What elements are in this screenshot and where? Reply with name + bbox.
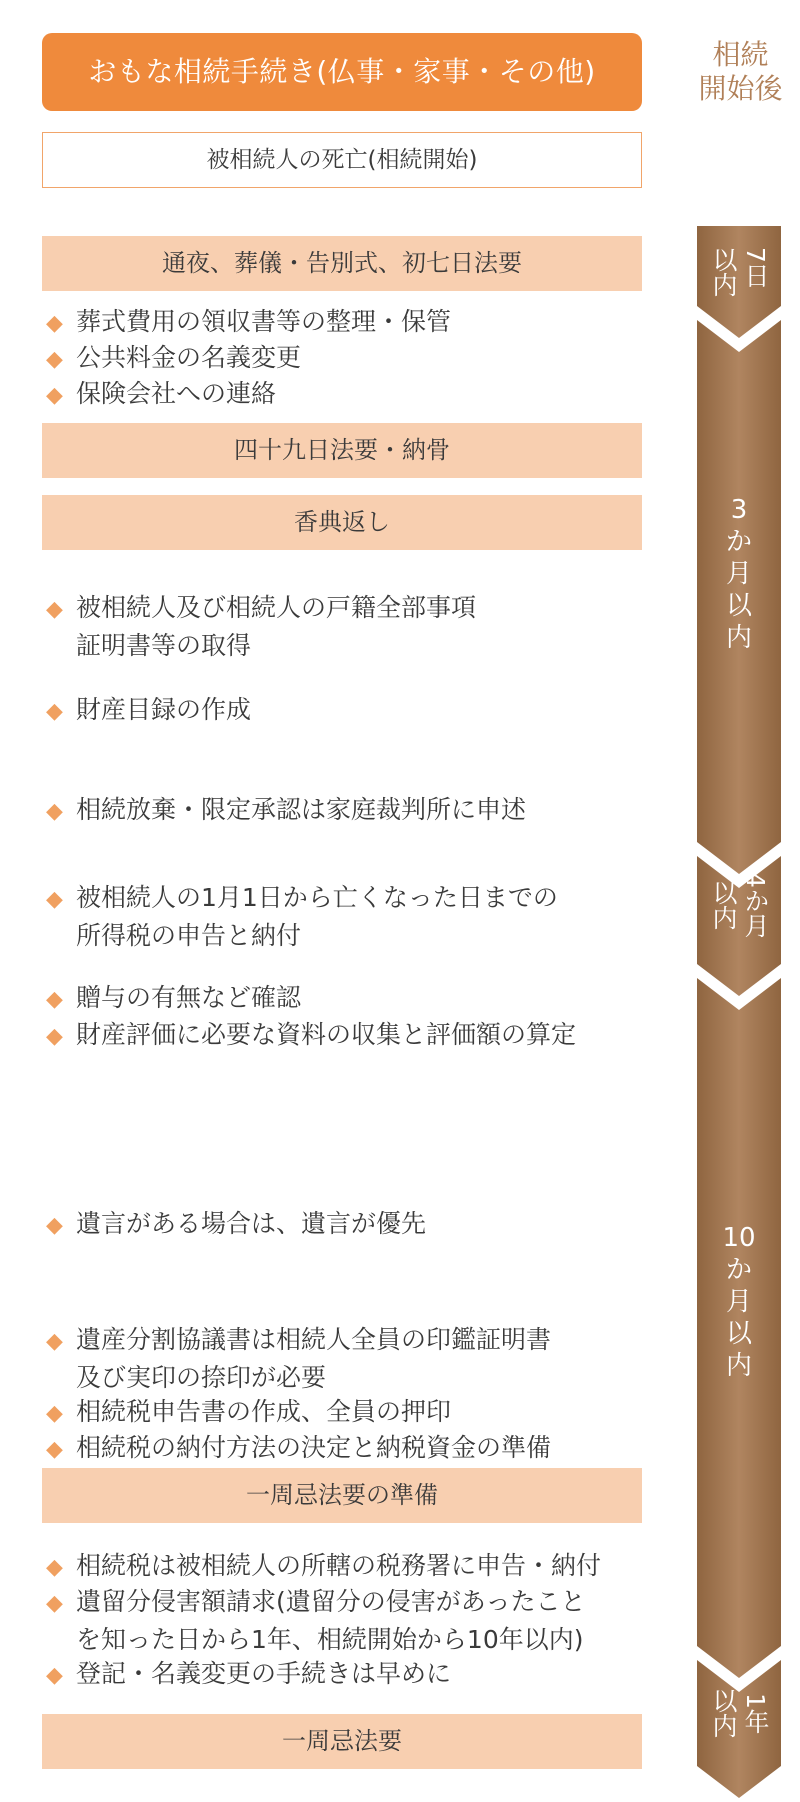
list-item — [46, 980, 676, 1018]
timeline-char: 以 — [725, 1319, 752, 1349]
timeline-label-4months-line1: 以内 — [709, 879, 738, 930]
diamond-bullet-icon: ◆ — [46, 1663, 63, 1688]
list-item — [46, 1548, 676, 1586]
diamond-bullet-icon: ◆ — [46, 887, 63, 912]
timeline-char: 月 — [725, 1287, 752, 1317]
diamond-bullet-icon: ◆ — [46, 1329, 63, 1354]
diamond-bullet-icon: ◆ — [46, 799, 63, 824]
timeline-label-1year-line1: 以内 — [709, 1688, 738, 1738]
list-item-text: 保険会社への連絡 — [76, 379, 277, 408]
list-item — [46, 1017, 676, 1055]
timeline-label-1year — [702, 1688, 776, 1738]
list-item — [46, 792, 676, 830]
event-koden-return: 香典返し — [42, 495, 642, 550]
timeline-char: か — [725, 1255, 752, 1285]
list-item-text: 財産評価に必要な資料の収集と評価額の算定 — [76, 1020, 577, 1049]
list-item — [46, 304, 676, 342]
diamond-bullet-icon: ◆ — [46, 311, 63, 336]
timeline-label-10months — [702, 1222, 776, 1382]
list-item-text: 遺言がある場合は、遺言が優先 — [76, 1209, 427, 1238]
list-item-text-continued: 所得税の申告と納付 — [76, 921, 302, 950]
diamond-bullet-icon: ◆ — [46, 1437, 63, 1462]
list-item-text: 相続放棄・限定承認は家庭裁判所に申述 — [76, 795, 527, 824]
list-item-text: 遺産分割協議書は相続人全員の印鑑証明書 — [76, 1325, 552, 1354]
timeline-label-7days-line1: 以内 — [709, 247, 738, 297]
header-title: おもな相続手続き(仏事・家事・その他) — [42, 33, 642, 111]
timeline-label-4months-line2: 4か月 — [741, 872, 770, 938]
list-item-text-continued: 証明書等の取得 — [76, 631, 252, 660]
list-item — [46, 1322, 676, 1396]
timeline-char: 10 — [722, 1223, 756, 1253]
event-first-anniversary-prep: 一周忌法要の準備 — [42, 1468, 642, 1523]
list-item-text: 贈与の有無など確認 — [76, 983, 302, 1012]
timeline-char: 内 — [725, 1351, 752, 1381]
list-item-text: 被相続人の1月1日から亡くなった日までの — [76, 883, 558, 912]
timeline-char: 月 — [725, 559, 752, 589]
timeline-label-7days — [702, 247, 776, 297]
diamond-bullet-icon: ◆ — [46, 987, 63, 1012]
timeline-heading — [683, 38, 798, 106]
event-49th-day: 四十九日法要・納骨 — [42, 423, 642, 478]
diamond-bullet-icon: ◆ — [46, 1401, 63, 1426]
list-item-text: 登記・名義変更の手続きは早めに — [76, 1659, 452, 1688]
diamond-bullet-icon: ◆ — [46, 1024, 63, 1049]
diamond-bullet-icon: ◆ — [46, 699, 63, 724]
timeline-label-7days-line2: 7日 — [741, 247, 770, 288]
list-item-text: 相続税の納付方法の決定と納税資金の準備 — [76, 1433, 552, 1462]
list-item-text: 被相続人及び相続人の戸籍全部事項 — [76, 593, 477, 622]
event-first-anniversary: 一周忌法要 — [42, 1714, 642, 1769]
list-item-text: 葬式費用の領収書等の整理・保管 — [76, 307, 452, 336]
list-item-text: 相続税申告書の作成、全員の押印 — [76, 1397, 452, 1426]
timeline-label-4months — [702, 872, 776, 938]
timeline-heading-line2: 開始後 — [698, 72, 783, 105]
timeline-char: か — [725, 527, 752, 557]
list-item — [46, 340, 676, 378]
diamond-bullet-icon: ◆ — [46, 347, 63, 372]
timeline-label-1year-line2: 1年 — [741, 1692, 770, 1734]
diamond-bullet-icon: ◆ — [46, 1591, 63, 1616]
diamond-bullet-icon: ◆ — [46, 597, 63, 622]
list-item-text: 相続税は被相続人の所轄の税務署に申告・納付 — [76, 1551, 602, 1580]
list-item — [46, 1394, 676, 1432]
death-event-box: 被相続人の死亡(相続開始) — [42, 132, 642, 188]
list-item-text: 財産目録の作成 — [76, 695, 252, 724]
diamond-bullet-icon: ◆ — [46, 1555, 63, 1580]
list-item — [46, 376, 676, 414]
list-item — [46, 1584, 676, 1658]
list-item-text: 公共料金の名義変更 — [76, 343, 302, 372]
timeline-label-3months — [702, 494, 776, 654]
list-item-text: 遺留分侵害額請求(遺留分の侵害があったこと — [76, 1587, 586, 1616]
timeline-heading-line1: 相続 — [712, 38, 769, 71]
timeline-char: 内 — [725, 623, 752, 653]
timeline-char: 以 — [725, 591, 752, 621]
list-item-text-continued: を知った日から1年、相続開始から10年以内) — [76, 1625, 584, 1654]
diamond-bullet-icon: ◆ — [46, 1213, 63, 1238]
list-item — [46, 880, 676, 954]
event-funeral: 通夜、葬儀・告別式、初七日法要 — [42, 236, 642, 291]
list-item — [46, 1206, 676, 1244]
list-item — [46, 590, 676, 664]
list-item-text-continued: 及び実印の捺印が必要 — [76, 1363, 327, 1392]
diamond-bullet-icon: ◆ — [46, 383, 63, 408]
timeline-arrow — [697, 226, 781, 1798]
timeline-char: 3 — [730, 495, 748, 525]
list-item — [46, 1430, 676, 1468]
list-item — [46, 692, 676, 730]
list-item — [46, 1656, 676, 1694]
